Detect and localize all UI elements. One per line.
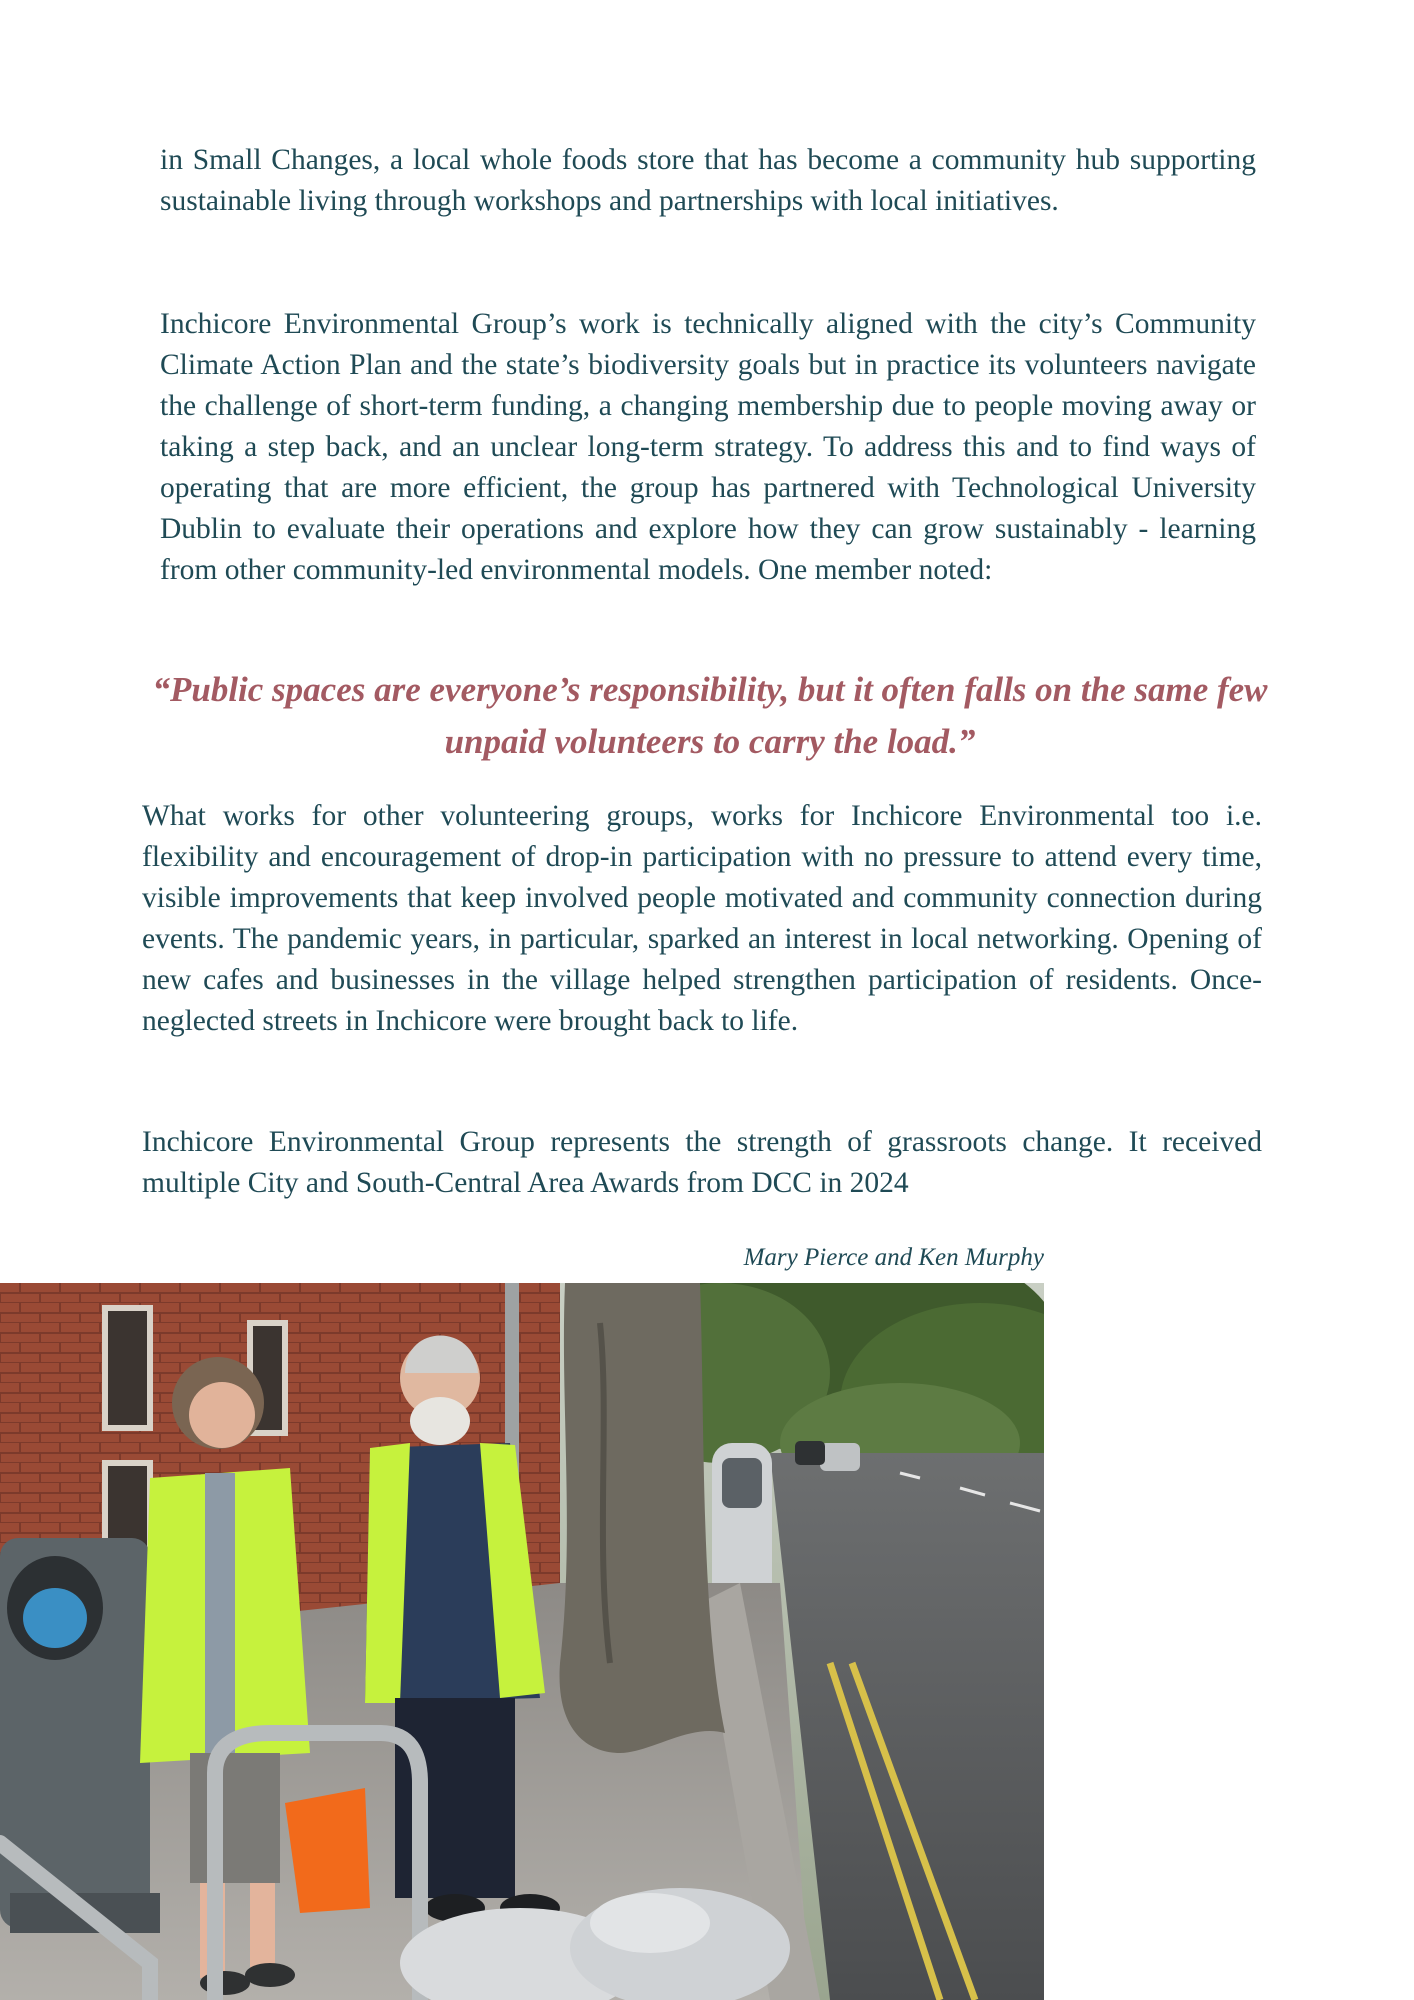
pull-quote: “Public spaces are everyone’s responsibility, but it often falls on the same few unpaid volunteers to carry the load.” [152, 670, 1268, 761]
photo-caption: Mary Pierce and Ken Murphy [743, 1244, 1044, 1271]
paragraph-group-work: Inchicore Environmental Group’s work is technically aligned with the city’s Community Climate Action Plan and the state’s biodiversity goals but in practice its volunteers navigate the challenge of short-term funding, a changing membership due to people moving away or taking a step back, and an unclear long-term strategy. To address this and to find ways of operating that are more efficient, the group has partnered with Technological University Dublin to evaluate their operations and explore how they can grow sustainably - learning from other community-led environmental models. One member noted: [160, 308, 1256, 586]
paragraph-what-works: What works for other volunteering groups, works for Inchicore Environmental too i.e. flexibility and encouragement of drop-in participation with no pressure to attend every time, visible improvements that keep involved people motivated and community connection during events. The pandemic years, in particular, sparked an interest in local networking. Opening of new cafes and businesses in the village helped strengthen participation of residents. Once-neglected streets in Inchicore were brought back to life. [142, 800, 1262, 1037]
litter-bin [0, 1538, 160, 1933]
tree-trunk [560, 1283, 725, 1753]
paragraph-grassroots: Inchicore Environmental Group represents the strength of grassroots change. It received multiple City and South-Central Area Awards from DCC in 2024 [142, 1126, 1262, 1199]
volunteers-photo [0, 1283, 1044, 2000]
paragraph-small-changes: in Small Changes, a local whole foods store that has become a community hub supporting sustainable living through workshops and partnerships with local initiatives. [160, 144, 1256, 217]
